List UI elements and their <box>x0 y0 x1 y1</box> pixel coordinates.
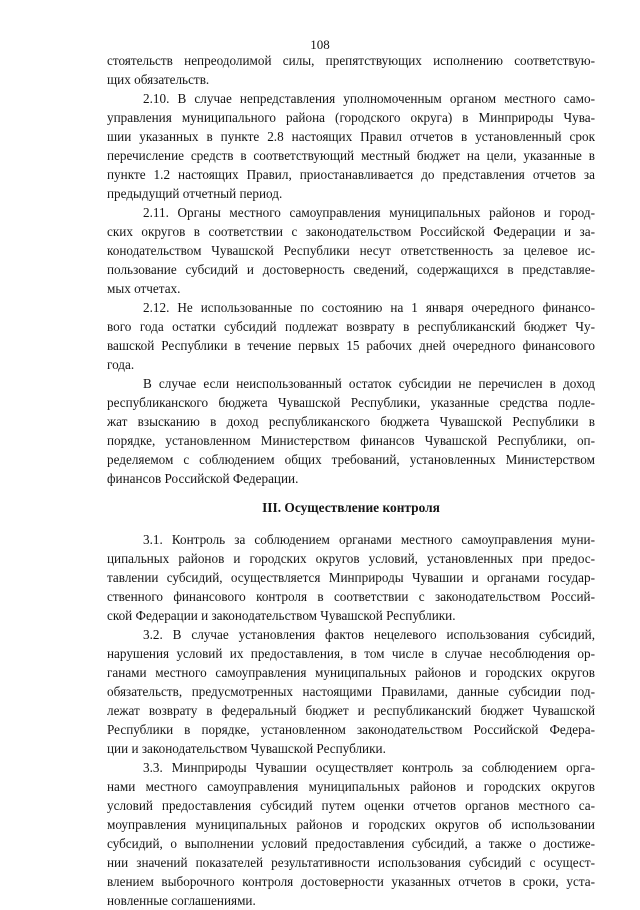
paragraph-p-2-11 <box>107 203 595 298</box>
paragraphs-before-heading <box>107 51 595 488</box>
text-line: мых отчетах. <box>107 281 181 296</box>
text-line: ственного финансового контроля в соответствии с законодательством Россий- <box>107 589 595 604</box>
text-line: перечисление средств в соответствующий местный бюджет на цели, указанные в <box>107 148 595 163</box>
text-line: пользование субсидий и достоверность сведений, содержащихся в представляе- <box>107 262 595 277</box>
text-line: ределяемом с соблюдением общих требований, установленных Министерством <box>107 452 595 467</box>
text-line: новленные соглашениями. <box>107 893 256 908</box>
paragraph-p-2-9-cont <box>107 51 595 89</box>
text-line: стоятельств непреодолимой силы, препятствующих исполнению соответствую- <box>107 53 595 68</box>
text-line: условий предоставления субсидий путем оценки отчетов органов местного са- <box>107 798 595 813</box>
section-heading: III. Осуществление контроля <box>262 500 440 515</box>
text-line: 2.10. В случае непредставления уполномоченным органом местного само- <box>143 91 595 106</box>
text-line: 2.11. Органы местного самоуправления муниципальных районов и город- <box>143 205 595 220</box>
paragraph-p-2-12 <box>107 298 595 374</box>
paragraph-p-3-1 <box>107 530 595 625</box>
text-line: обязательств, предусмотренных настоящими Правилами, данные субсидии под- <box>107 684 595 699</box>
text-line: 2.12. Не использованные по состоянию на 1 января очередного финансо- <box>143 300 595 315</box>
text-line: тавлении субсидий, осуществляется Минприроды Чувашии и органами государ- <box>107 570 595 585</box>
text-line: вого года остатки субсидий подлежат возврату в республиканский бюджет Чу- <box>107 319 595 334</box>
text-line: 3.3. Минприроды Чувашии осуществляет контроль за соблюдением орга- <box>143 760 595 775</box>
text-line: вашской Республики в течение первых 15 рабочих дней очередного финансового <box>107 338 595 353</box>
text-line: моуправления муниципальных районов и городских округов об использовании <box>107 817 595 832</box>
text-line: ципальных районов и городских округов условий, установленных при предос- <box>107 551 595 566</box>
text-line: года. <box>107 357 135 372</box>
paragraph-p-3-2 <box>107 625 595 758</box>
text-line: республиканского бюджета Чувашской Республики, указанные средства подле- <box>107 395 595 410</box>
text-line: влением выборочного контроля достоверности указанных отчетов в сроки, уста- <box>107 874 595 889</box>
text-line: ции и законодательством Чувашской Республики. <box>107 741 386 756</box>
paragraphs-after-heading <box>107 530 595 910</box>
paragraph-p-3-3 <box>107 758 595 910</box>
text-line: предыдущий отчетный период. <box>107 186 283 201</box>
page-number: 108 <box>310 37 330 52</box>
text-line: конодательством Чувашской Республики несут ответственность за целевое ис- <box>107 243 595 258</box>
text-line: нарушения условий их предоставления, в том числе в случае несоблюдения ор- <box>107 646 595 661</box>
text-line: нами местного самоуправления муниципальных районов и городских округов <box>107 779 595 794</box>
paragraph-p-2-12-b <box>107 374 595 488</box>
text-line: управления муниципального района (городского округа) в Минприроды Чува- <box>107 110 595 125</box>
text-line: порядке, установленном Министерством финансов Чувашской Республики, оп- <box>107 433 595 448</box>
text-line: ской Федерации и законодательством Чувашской Республики. <box>107 608 456 623</box>
text-line: щих обязательств. <box>107 72 210 87</box>
text-line: ганами местного самоуправления муниципальных районов и городских округов <box>107 665 595 680</box>
paragraph-p-2-10 <box>107 89 595 203</box>
text-line: жат взысканию в доход республиканского бюджета Чувашской Республики в <box>107 414 595 429</box>
document-body <box>107 51 595 910</box>
text-line: лежат возврату в федеральный бюджет и республиканский бюджет Чувашской <box>107 703 595 718</box>
text-line: нии значений показателей результативности использования субсидий с осущест- <box>107 855 595 870</box>
text-line: пункте 1.2 настоящих Правил, приостанавливается до представления отчетов за <box>107 167 595 182</box>
text-line: 3.2. В случае установления фактов нецелевого использования субсидий, <box>143 627 595 642</box>
text-line: В случае если неиспользованный остаток субсидии не перечислен в доход <box>143 376 595 391</box>
text-line: финансов Российской Федерации. <box>107 471 299 486</box>
text-line: 3.1. Контроль за соблюдением органами местного самоуправления муни- <box>143 532 595 547</box>
text-line: ских округов в соответствии с законодательством Российской Федерации и за- <box>107 224 595 239</box>
text-line: шии указанных в пункте 2.8 настоящих Правил отчетов в установленный срок <box>107 129 595 144</box>
text-line: субсидий, о выполнении условий предоставления субсидий, а также о достиже- <box>107 836 595 851</box>
text-line: Республики в порядке, установленном законодательством Российской Федера- <box>107 722 595 737</box>
